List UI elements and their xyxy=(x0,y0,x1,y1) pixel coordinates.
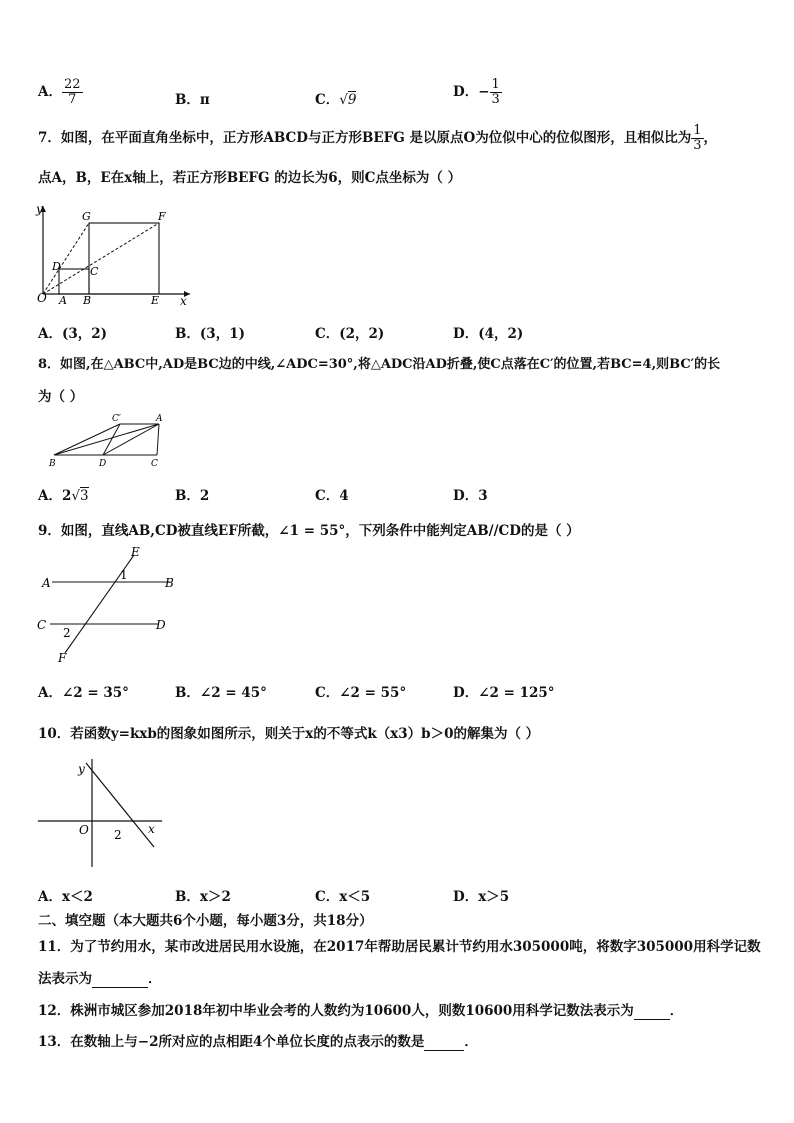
q8-figure xyxy=(40,410,175,470)
q9-option-b: B．∠2 = 45° xyxy=(175,685,267,701)
q7-option-d: D．(4，2) xyxy=(453,326,524,342)
q9-stem: 9．如图，直线AB,CD被直线EF所截，∠1 = 55°，下列条件中能判定AB//CD的是（ ） xyxy=(38,523,580,539)
svg-text:y: y xyxy=(78,762,85,776)
svg-text:E: E xyxy=(151,294,160,307)
svg-text:D: D xyxy=(99,459,107,469)
svg-text:B: B xyxy=(49,459,56,469)
q8-option-a: A．2√3 xyxy=(38,488,89,504)
svg-text:A: A xyxy=(156,414,163,424)
svg-text:B: B xyxy=(165,576,174,590)
q13-stem: 13．在数轴上与−2所对应的点相距4个单位长度的点表示的数是 ． xyxy=(38,1034,478,1050)
svg-text:A: A xyxy=(59,294,67,307)
svg-text:B: B xyxy=(83,294,92,307)
q12-answer-blank[interactable] xyxy=(634,1003,670,1020)
q8-stem-line1: 8．如图,在△ABC中,AD是BC边的中线,∠ADC=30°,将△ADC沿AD折叠,使C点落在C′的位置,若BC=4,则BC′的长 xyxy=(38,357,721,372)
q7-square-befg xyxy=(89,223,159,294)
svg-text:x: x xyxy=(180,294,187,308)
svg-text:C: C xyxy=(90,265,99,278)
q7-stem-line2: 点A，B，E在x轴上，若正方形BEFG 的边长为6，则C点坐标为（ ） xyxy=(38,170,462,186)
q6-option-b: B．π xyxy=(175,92,210,108)
svg-text:O: O xyxy=(79,823,89,837)
svg-text:x: x xyxy=(148,822,155,836)
q10-option-b: B．x＞2 xyxy=(175,889,231,905)
svg-text:G: G xyxy=(82,210,91,223)
svg-text:C: C xyxy=(151,459,158,469)
svg-text:C′: C′ xyxy=(112,414,121,424)
svg-text:A: A xyxy=(42,576,51,590)
q6-option-d: D．− $\frac{1}{3}$ xyxy=(453,77,500,107)
q12-stem: 12．株洲市城区参加2018年初中毕业会考的人数约为10600人，则数10600用科学记数法表示为 ． xyxy=(38,1003,684,1019)
svg-text:D: D xyxy=(52,260,61,273)
q6-option-c: C．√9 xyxy=(315,92,357,108)
svg-text:E: E xyxy=(131,545,140,559)
q10-option-d: D．x＞5 xyxy=(453,889,510,905)
q7-dashed-of xyxy=(43,223,159,294)
q7-dashed-og xyxy=(43,223,89,294)
svg-text:2: 2 xyxy=(63,626,71,640)
svg-text:C: C xyxy=(37,618,47,632)
q7-option-b: B．(3，1) xyxy=(175,326,245,342)
q9-option-c: C．∠2 = 55° xyxy=(315,685,407,701)
q7-option-c: C．(2，2) xyxy=(315,326,385,342)
q7-square-abcd xyxy=(59,269,89,294)
q9-figure xyxy=(32,545,182,667)
q11-stem-line2: 法表示为 ． xyxy=(38,971,162,987)
svg-text:F: F xyxy=(58,651,67,665)
q8-option-c: C．4 xyxy=(315,488,349,504)
q9-option-a: A．∠2 = 35° xyxy=(38,685,129,701)
q6-option-a: A． $\frac{22}{7}$ xyxy=(38,77,81,107)
q8-option-b: B．2 xyxy=(175,488,210,504)
svg-text:F: F xyxy=(158,210,166,223)
q7-option-a: A．(3，2) xyxy=(38,326,108,342)
q11-stem-line1: 11．为了节约用水，某市改进居民用水设施，在2017年帮助居民累计节约用水305000吨，将数字305000用科学记数 xyxy=(38,939,761,955)
q13-answer-blank[interactable] xyxy=(424,1034,464,1051)
q11-answer-blank[interactable] xyxy=(92,971,148,988)
q7-figure xyxy=(30,198,200,310)
q8-option-d: D．3 xyxy=(453,488,488,504)
section-heading: 二、填空题（本大题共6个小题，每小题3分，共18分） xyxy=(38,913,373,929)
svg-text:y: y xyxy=(36,202,43,216)
q7-stem-line1: 7．如图，在平面直角坐标中，正方形ABCD与正方形BEFG 是以原点O为位似中心的位似图形，且相似比为 $\frac{1}{3}$ ， xyxy=(38,123,718,153)
svg-text:2: 2 xyxy=(114,828,122,842)
q10-option-a: A．x＜2 xyxy=(38,889,93,905)
q8-stem-line2: 为（ ） xyxy=(38,389,84,405)
q9-option-d: D．∠2 = 125° xyxy=(453,685,555,701)
q10-stem: 10．若函数y=kxb的图象如图所示，则关于x的不等式k（x3）b＞0的解集为（ ） xyxy=(38,726,540,742)
q10-figure xyxy=(34,755,169,870)
q10-option-c: C．x＜5 xyxy=(315,889,371,905)
svg-text:O: O xyxy=(37,291,47,305)
svg-text:D: D xyxy=(156,618,166,632)
svg-text:1: 1 xyxy=(120,568,128,582)
